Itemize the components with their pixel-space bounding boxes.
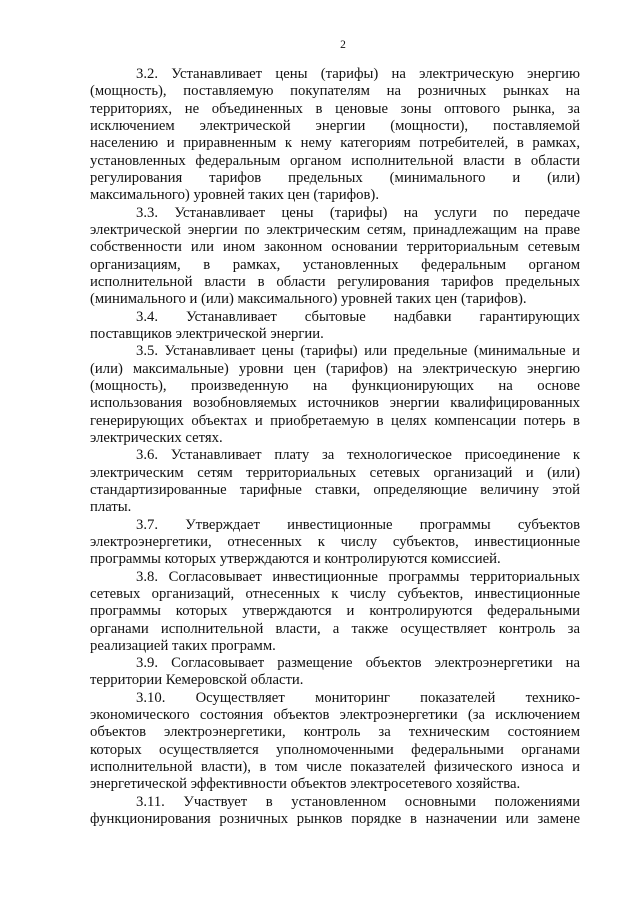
paragraph-3-2	[90, 66, 580, 205]
text-line: регулирования тарифов предельных (минимального и (или)	[90, 169, 580, 186]
paragraph-3-11	[90, 794, 580, 829]
paragraph-3-7	[90, 517, 580, 569]
text-line: исполнительной власти), в том числе показателей физического износа и	[90, 759, 580, 776]
text-line: (мощность), поставляемую покупателям на розничных рынках на	[90, 83, 580, 100]
text-line: которых осуществляется уполномоченными федеральными органами	[90, 741, 580, 758]
text-line: 3.9. Согласовывает размещение объектов электроэнергетики на	[136, 655, 580, 672]
text-line: электрических сетях.	[90, 429, 223, 446]
text-line: организациям, в рамках, установленных федеральным органом	[90, 256, 580, 273]
text-line: объектов электроэнергетики, контроль за техническим состоянием	[90, 724, 580, 741]
text-line: 3.4. Устанавливает сбытовые надбавки гарантирующих	[136, 308, 580, 325]
text-line: органами исполнительной власти, а также осуществляет контроль за	[90, 620, 580, 637]
paragraph-3-6	[90, 447, 580, 516]
text-line: (или) максимальные) уровни цен (тарифов) на электрическую энергию	[90, 360, 580, 377]
paragraph-3-9	[90, 655, 580, 690]
text-line: генерирующих объектах и приобретаемую в целях компенсации потерь в	[90, 412, 580, 429]
text-line: (мощность), произведенную на функционирующих на основе	[90, 377, 580, 394]
paragraph-3-4	[90, 309, 580, 344]
text-line: электроэнергетики, отнесенных к числу субъектов, инвестиционные	[90, 533, 580, 550]
text-line: территориях, не объединенных в ценовые зоны оптового рынка, за	[90, 100, 580, 117]
text-line: исключением электрической энергии (мощности), поставляемой	[90, 117, 580, 134]
text-line: 3.8. Согласовывает инвестиционные программы территориальных	[136, 568, 580, 585]
text-line: электрической энергии по электрическим сетям, принадлежащим на праве	[90, 221, 580, 238]
page-number: 2	[340, 39, 346, 51]
paragraph-3-3	[90, 205, 580, 309]
text-line: 3.2. Устанавливает цены (тарифы) на электрическую энергию	[136, 66, 580, 82]
text-line: использования возобновляемых источников энергии квалифицированных	[90, 395, 580, 412]
text-line: 3.10. Осуществляет мониторинг показателей технико-	[136, 689, 580, 706]
text-line: собственности или ином законном основании территориальным сетевым	[90, 239, 580, 256]
text-line: (минимального и (или) максимального) уровней таких цен (тарифов).	[90, 291, 527, 308]
text-line: программы которых утверждаются и контролируются комиссией.	[90, 551, 501, 568]
text-line: функционирования розничных рынков порядке в назначении или замене	[90, 811, 580, 828]
document-body	[90, 66, 580, 828]
text-line: поставщиков электрической энергии.	[90, 325, 324, 342]
paragraph-3-8	[90, 569, 580, 656]
text-line: электрическим сетям территориальных сетевых организаций и (или)	[90, 464, 580, 481]
text-line: 3.11. Участвует в установленном основными положениями	[136, 793, 580, 810]
text-line: установленных федеральным органом исполнительной власти в области	[90, 152, 580, 169]
text-line: 3.5. Устанавливает цены (тарифы) или предельные (минимальные и	[136, 343, 580, 360]
text-line: максимального) уровней таких цен (тарифов).	[90, 187, 379, 204]
text-line: 3.3. Устанавливает цены (тарифы) на услуги по передаче	[136, 204, 580, 221]
text-line: населению и приравненным к нему категориям потребителей, в рамках,	[90, 135, 580, 152]
text-line: стандартизированные тарифные ставки, определяющие величину этой	[90, 481, 580, 498]
text-line: 3.6. Устанавливает плату за технологическое присоединение к	[136, 447, 580, 464]
text-line: реализацией таких программ.	[90, 637, 276, 654]
text-line: энергетической эффективности объектов электросетевого хозяйства.	[90, 776, 521, 793]
text-line: платы.	[90, 499, 132, 516]
text-line: 3.7. Утверждает инвестиционные программы субъектов	[136, 516, 580, 533]
paragraph-3-10	[90, 690, 580, 794]
text-line: программы которых утверждаются и контролируются федеральными	[90, 603, 580, 620]
text-line: исполнительной власти в области регулирования тарифов предельных	[90, 273, 580, 290]
text-line: территории Кемеровской области.	[90, 672, 304, 689]
paragraph-3-5	[90, 343, 580, 447]
text-line: сетевых организаций, отнесенных к числу субъектов, инвестиционные	[90, 585, 580, 602]
text-line: экономического состояния объектов электроэнергетики (за исключением	[90, 707, 580, 724]
